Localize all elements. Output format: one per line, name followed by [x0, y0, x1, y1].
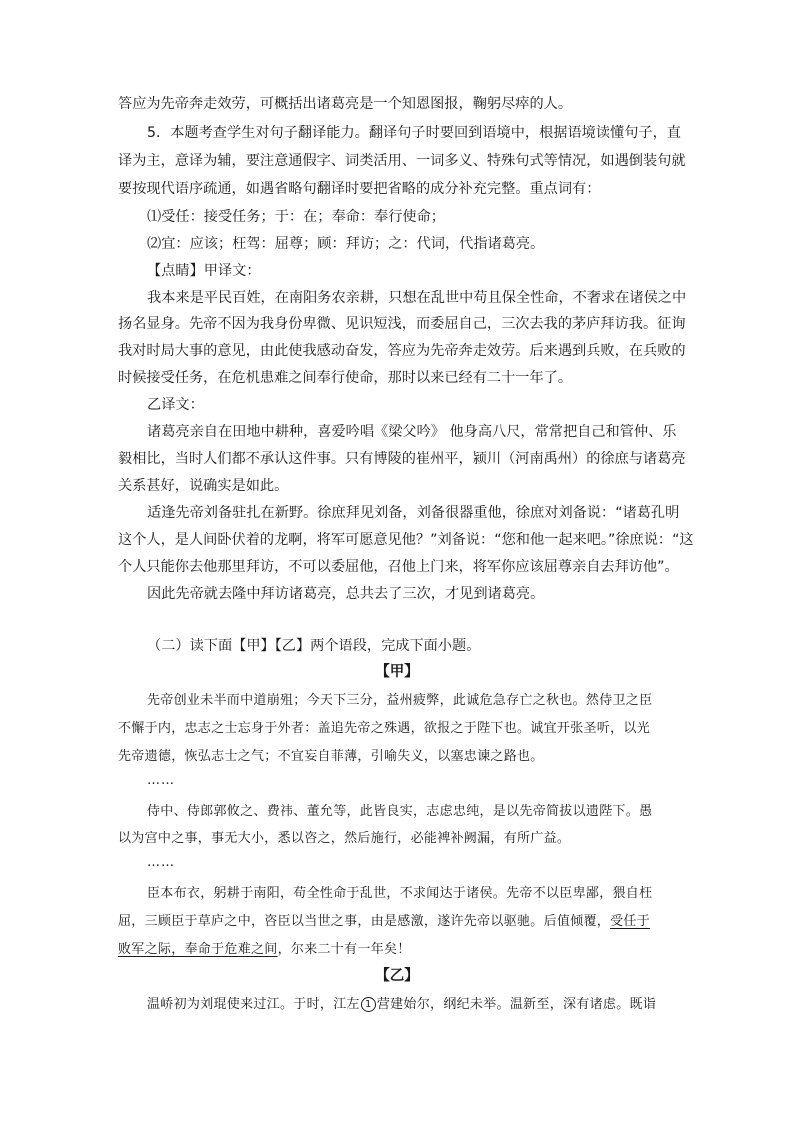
analysis-line-6: ⑵宜：应该；枉驾：屈尊；顾：拜访；之：代词，代指诸葛亮。 [147, 236, 545, 252]
translation-yi-line-5: 这个人，是人间卧伏着的龙啊，将军可愿意见他？”刘备说：“您和他一起来吧。”徐庶说：“这 [118, 532, 694, 548]
jia-text-line-7 [118, 912, 650, 932]
underlined-phrase-start: 受任于 [610, 914, 651, 929]
analysis-line-4: 要按现代语序疏通，如遇省略句翻译时要把省略的成分补充完整。重点词有： [118, 181, 601, 197]
section-prompt: （二）读下面【甲】【乙】两个语段，完成下面小题。 [147, 638, 481, 654]
underlined-phrase-end: 败军之际，奉命于危难之间 [118, 942, 278, 957]
translation-jia-line-1: 我本来是平民百姓，在南阳务农亲耕，只想在乱世中苟且保全性命，不奢求在诸侯之中 [147, 290, 687, 306]
jia-text-line-7-plain: 屈，三顾臣于草庐之中，咨臣以当世之事，由是感激，遂许先帝以驱驰。后值倾覆， [118, 914, 611, 929]
jia-text-line-8 [118, 940, 411, 960]
jia-text-line-3: 先帝遗德，恢弘志士之气；不宜妄自菲薄，引喻失义，以塞忠谏之路也。 [118, 749, 544, 764]
translation-jia-line-4: 时候接受任务，在危机患难之间奉行使命，那时以来已经有二十一年了。 [118, 370, 573, 386]
translation-jia-line-2: 扬名显身。先帝不因为我身份卑微、见识短浅，而委屈自己，三次去我的茅庐拜访我。征询 [118, 316, 686, 332]
analysis-line-1: 答应为先帝奔走效劳，可概括出诸葛亮是一个知恩图报，鞠躬尽瘁的人。 [118, 96, 573, 112]
jia-text-line-4: 侍中、侍郎郭攸之、费祎、董允等，此皆良实，志虑忠纯，是以先帝简拔以遗陛下。愚 [147, 804, 653, 819]
translation-yi-line-4: 适逢先帝刘备驻扎在新野。徐庶拜见刘备，刘备很器重他，徐庶对刘备说：“诸葛孔明 [147, 505, 680, 521]
translation-yi-line-7: 因此先帝就去隆中拜访诸葛亮，总共去了三次，才见到诸葛亮。 [147, 586, 545, 602]
translation-yi-line-2: 毅相比，当时人们都不承认这件事。只有博陵的崔州平，颍川（河南禹州）的徐庶与诸葛亮 [118, 451, 686, 467]
translation-yi-label: 乙译文： [147, 397, 204, 413]
jia-text-line-1: 先帝创业未半而中道崩殂；今天下三分，益州疲弊，此诚危急存亡之秋也。然侍卫之臣 [147, 693, 653, 708]
translation-yi-line-1: 诸葛亮亲自在田地中耕种，喜爱吟唱《梁父吟》 他身高八尺，常常把自己和管仲、乐 [147, 424, 677, 440]
translation-yi-line-3: 关系甚好，说确实是如此。 [118, 478, 289, 494]
yi-text-line-1-part-b: 营建始尔，纲纪未举。温新至，深有诸虑。既诣 [376, 997, 657, 1012]
yi-text-line-1 [147, 995, 656, 1015]
ellipsis-2: …… [147, 855, 175, 870]
analysis-line-2: 5．本题考查学生对句子翻译能力。翻译句子时要回到语境中，根据语境读懂句子，直 [147, 125, 681, 141]
yi-heading: 【乙】 [375, 968, 419, 984]
jia-text-line-5: 以为宫中之事，事无大小，悉以咨之，然后施行，必能裨补阙漏，有所广益。 [118, 831, 571, 846]
footnote-marker-1: 1 [361, 997, 376, 1012]
analysis-line-3: 译为主，意译为辅，要注意通假字、词类活用、一词多义、特殊句式等情况，如遇倒装句就 [118, 153, 686, 169]
jia-text-line-2: 不懈于内，忠志之士忘身于外者：盖追先帝之殊遇，欲报之于陛下也。诚宜开张圣听，以光 [118, 721, 651, 736]
yi-text-line-1-part-a: 温峤初为刘琨使来过江。于时，江左 [147, 997, 360, 1012]
translation-yi-line-6: 个人只能你去他那里拜访，不可以委屈他，召他上门来，将军你应该屈尊亲自去拜访他”。 [118, 559, 679, 575]
jia-text-line-6: 臣本布衣，躬耕于南阳，苟全性命于乱世，不求闻达于诸侯。先帝不以臣卑鄙，猥自枉 [147, 886, 653, 901]
analysis-line-7: 【点睛】甲译文： [147, 263, 261, 279]
jia-heading: 【甲】 [375, 664, 419, 680]
translation-jia-line-3: 我对时局大事的意见，由此使我感动奋发，答应为先帝奔走效劳。后来遇到兵败，在兵败的 [118, 343, 686, 359]
analysis-line-5: ⑴受任：接受任务；于：在；奉命：奉行使命； [147, 209, 445, 225]
ellipsis-1: …… [147, 773, 175, 788]
jia-text-line-8-rest: ，尔来二十有一年矣！ [277, 942, 411, 957]
